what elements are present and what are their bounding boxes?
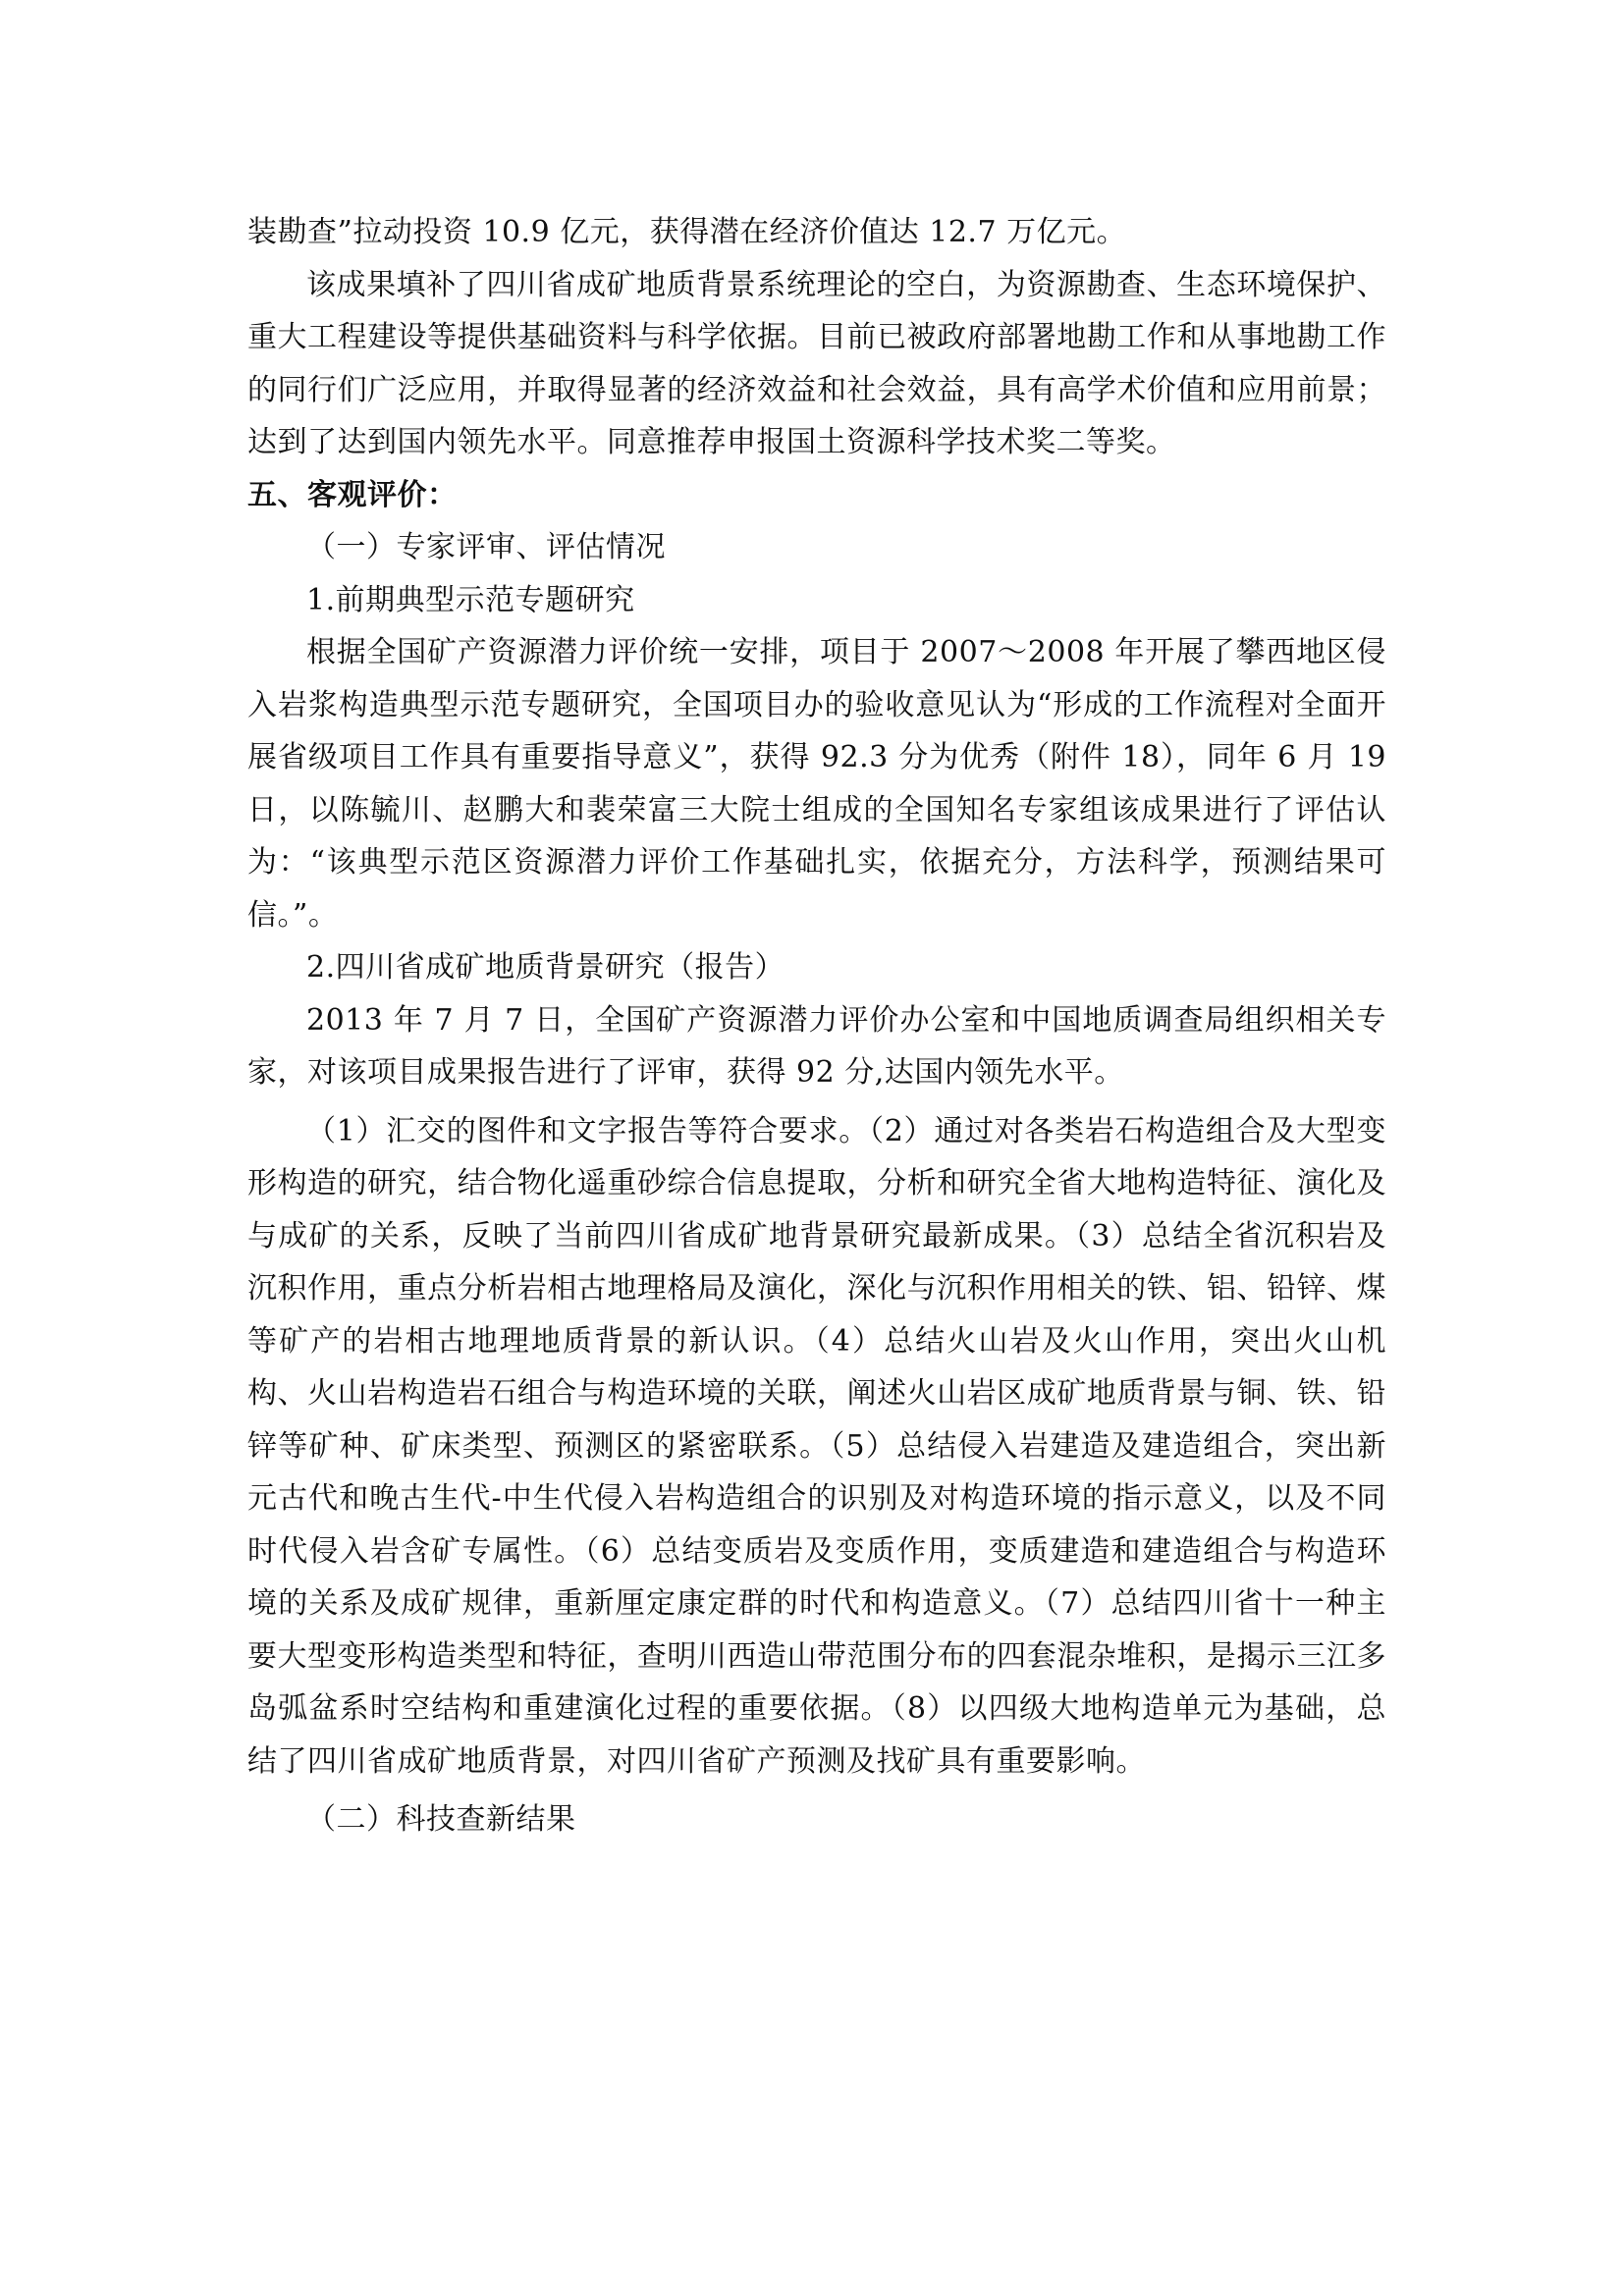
paragraph-review-details: （1）汇交的图件和文字报告等符合要求。（2）通过对各类岩石构造组合及大型变形构造的研究，结合物化遥重砂综合信息提取，分析和研究全省大地构造特征、演化及与成矿的关系，反映了当前四川省成矿地背景研究最新成果。（3）总结全省沉积岩及沉积作用，重点分析岩相古地理格局及演化，深化与沉积作用相关的铁、铝、铅锌、煤等矿产的岩相古地理地质背景的新认识。（4）总结火山岩及火山作用，突出火山机构、火山岩构造岩石组合与构造环境的关联，阐述火山岩区成矿地质背景与铜、铁、铅锌等矿种、矿床类型、预测区的紧密联系。（5）总结侵入岩建造及建造组合，突出新元古代和晚古生代-中生代侵入岩构造组合的识别及对构造环境的指示意义，以及不同时代侵入岩含矿专属性。（6）总结变质岩及变质作用，变质建造和建造组合与构造环境的关系及成矿规律，重新厘定康定群的时代和构造意义。（7）总结四川省十一种主要大型变形构造类型和特征，查明川西造山带范围分布的四套混杂堆积，是揭示三江多岛弧盆系时空结构和重建演化过程的重要依据。（8）以四级大地构造单元为基础，总结了四川省成矿地质背景，对四川省矿产预测及找矿具有重要影响。 — [247, 1113, 1386, 1779]
document-body — [247, 206, 1386, 1846]
item-heading-typical-demo-study: 1.前期典型示范专题研究 — [306, 582, 635, 617]
paragraph-continuation: 装勘查”拉动投资 10.9 亿元，获得潜在经济价值达 12.7 万亿元。 — [247, 215, 1127, 249]
item-heading-sichuan-background-study: 2.四川省成矿地质背景研究（报告） — [306, 950, 785, 985]
subsection-heading-novelty-search: （二）科技查新结果 — [306, 1802, 576, 1837]
subsection-heading-expert-review: （一）专家评审、评估情况 — [306, 530, 666, 564]
paragraph-typical-demo-study: 根据全国矿产资源潜力评价统一安排，项目于 2007～2008 年开展了攀西地区侵入岩浆构造典型示范专题研究，全国项目办的验收意见认为“形成的工作流程对全面开展省级项目工作具有重要指导意义”，获得 92.3 分为优秀（附件 18），同年 6 月 19 日，以陈毓川、赵鹏大和裴荣富三大院士组成的全国知名专家组该成果进行了评估认为：“该典型示范区资源潜力评价工作基础扎实，依据充分，方法科学，预测结果可信。”。 — [247, 635, 1386, 933]
paragraph-sichuan-review: 2013 年 7 月 7 日，全国矿产资源潜力评价办公室和中国地质调查局组织相关专家，对该项目成果报告进行了评审，获得 92 分,达国内领先水平。 — [247, 1002, 1386, 1090]
section-heading-objective-evaluation: 五、客观评价： — [247, 477, 458, 512]
paragraph-summary: 该成果填补了四川省成矿地质背景系统理论的空白，为资源勘查、生态环境保护、重大工程建设等提供基础资料与科学依据。目前已被政府部署地勘工作和从事地勘工作的同行们广泛应用，并取得显著的经济效益和社会效益，具有高学术价值和应用前景；达到了达到国内领先水平。同意推荐申报国土资源科学技术奖二等奖。 — [247, 267, 1386, 459]
